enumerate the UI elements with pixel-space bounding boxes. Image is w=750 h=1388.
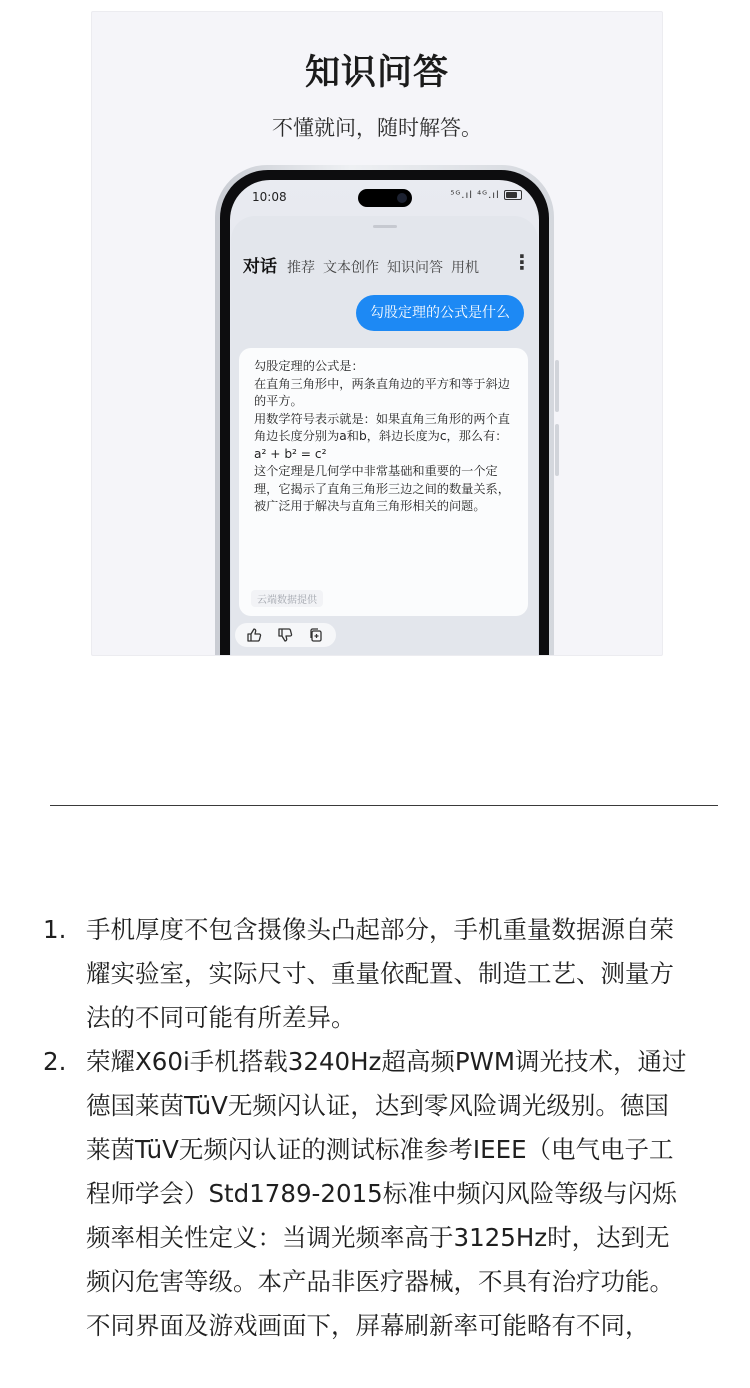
reply-actions: [235, 623, 336, 647]
tab-text-creation[interactable]: 文本创作: [323, 260, 379, 276]
volume-button: [555, 360, 559, 412]
sheet-handle[interactable]: [373, 225, 397, 228]
assistant-reply-text: 勾股定理的公式是： 在直角三角形中，两条直角边的平方和等于斜边的平方。 用数学符号表示就是：如果直角三角形的两个直角边长度分别为a和b，斜边长度为c，那么有： a² + b² = c² 这个定理是几何学中非常基础和重要的一个定理，它揭示了直角三角形三边之间的数量关系，被广泛用于解决与直角三角形相关的问题。: [254, 359, 510, 513]
copy-icon[interactable]: [307, 626, 325, 644]
status-icons: [450, 190, 522, 201]
phone-mockup: [215, 165, 554, 656]
section-divider: [50, 805, 718, 806]
tab-knowledge-qa[interactable]: 知识问答: [387, 260, 443, 276]
footnote-item: [43, 908, 693, 1040]
power-button: [555, 424, 559, 476]
battery-icon: [504, 190, 522, 200]
more-vertical-icon[interactable]: ⋮: [512, 250, 532, 274]
footnote-number: 2.: [43, 1047, 67, 1076]
promo-card: [91, 11, 663, 656]
assistant-reply-bubble: [239, 348, 528, 616]
signal-icon: ⁵ᴳ.ıl ⁴ᴳ.ıl: [450, 190, 500, 201]
source-label: 云端数据提供: [251, 590, 323, 607]
tab-recommend[interactable]: 推荐: [287, 260, 315, 276]
footnote-number: 1.: [43, 915, 67, 944]
phone-screen: [230, 180, 539, 656]
status-time: 10:08: [252, 190, 287, 204]
tab-bar: [243, 252, 528, 276]
dynamic-island: [358, 189, 412, 207]
front-camera-icon: [397, 193, 407, 203]
promo-title: 知识问答: [304, 53, 449, 93]
thumbs-up-icon[interactable]: [245, 626, 263, 644]
footnote-text: 手机厚度不包含摄像头凸起部分，手机重量数据源自荣耀实验室，实际尺寸、重量依配置、制造工艺、测量方法的不同可能有所差异。: [86, 915, 674, 1032]
phone-bezel: [220, 170, 549, 656]
promo-subtitle: 不懂就问，随时解答。: [272, 116, 482, 140]
footnote-text: 荣耀X60i手机搭载3240Hz超高频PWM调光技术，通过德国莱茵TüV无频闪认证，达到零风险调光级别。德国莱茵TüV无频闪认证的测试标准参考IEEE（电气电子工程师学会）Std1789-2015标准中频闪风险等级与闪烁频率相关性定义：当调光频率高于3125Hz时，达到无频闪危害等级。本产品非医疗器械，不具有治疗功能。不同界面及游戏画面下，屏幕刷新率可能略有不同，: [86, 1047, 687, 1340]
footnote-list: [43, 908, 693, 1348]
footnote-item: [43, 1040, 693, 1348]
tab-dialog[interactable]: 对话: [243, 257, 277, 277]
assistant-sheet: [231, 216, 538, 656]
tab-phone-usage[interactable]: 用机: [451, 260, 479, 276]
user-message-bubble: 勾股定理的公式是什么: [356, 295, 524, 331]
thumbs-down-icon[interactable]: [276, 626, 294, 644]
